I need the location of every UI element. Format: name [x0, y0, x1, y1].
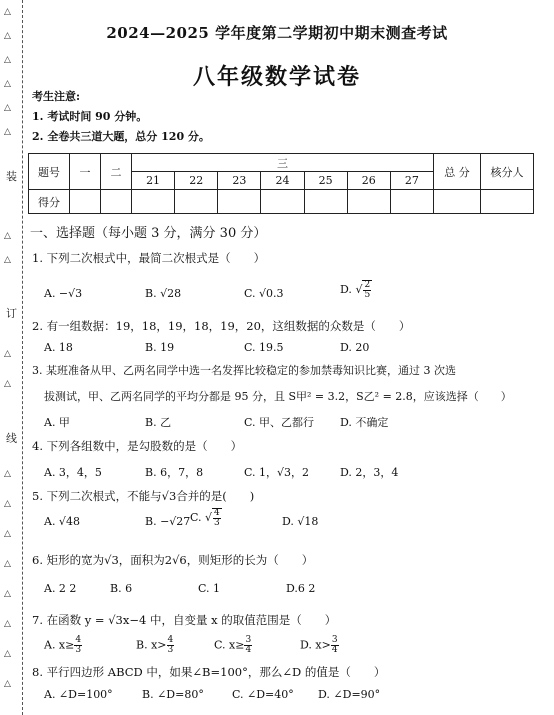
option-c: C. 19.5 [244, 341, 284, 354]
fraction [244, 636, 252, 655]
question-stem: 8. 平行四边形 ABCD 中，如果∠B=100°，那么∠D 的值是（ ） [32, 665, 386, 679]
binding-label-xian: 线 [6, 432, 17, 445]
question-stem: 2. 有一组数据：19，18，19，18，19，20，这组数据的众数是（ ） [32, 319, 411, 333]
triangle-mark: △ [4, 31, 11, 41]
exam-title: 2024—2025 学年度第二学期初中期末测查考试 [106, 24, 448, 42]
option-d: D.6 2 [286, 582, 316, 595]
option-c: C. 1，√3，2 [244, 466, 310, 479]
score-cell[interactable] [101, 190, 132, 214]
sqrt-sign: √ [355, 283, 363, 296]
fraction-denominator: 4 [331, 645, 338, 655]
header-checker: 核分人 [481, 154, 534, 190]
fraction [167, 636, 175, 655]
triangle-mark: △ [4, 499, 11, 509]
option-b: B. 乙 [145, 416, 172, 429]
triangle-mark: △ [4, 589, 11, 599]
option-d [340, 280, 372, 300]
option-b [136, 636, 174, 655]
fraction [362, 280, 372, 300]
note-item: 2. 全卷共三道大题，总分 120 分。 [32, 130, 210, 143]
option-d: D. 2，3，4 [340, 466, 399, 479]
triangle-mark: △ [4, 649, 11, 659]
question-number: 21 [132, 172, 175, 190]
triangle-mark: △ [4, 55, 11, 65]
triangle-mark: △ [4, 103, 11, 113]
binding-label-zhuang: 装 [6, 170, 17, 183]
option-a: A. 2 2 [44, 582, 77, 595]
triangle-mark: △ [4, 379, 11, 389]
score-cell[interactable] [218, 190, 261, 214]
score-cell[interactable] [347, 190, 390, 214]
option-b: B. 6，7，8 [145, 466, 204, 479]
score-cell[interactable] [434, 190, 481, 214]
fraction [212, 508, 222, 528]
option-b: B. 19 [145, 341, 175, 354]
header-tihao: 题号 [29, 154, 70, 190]
triangle-mark: △ [4, 231, 11, 241]
triangle-mark: △ [4, 79, 11, 89]
option-c: C. 1 [198, 582, 221, 595]
option-a: A. 3，4，5 [44, 466, 102, 479]
fraction-numerator: 3 [331, 635, 338, 645]
option-d-label: D. x> [300, 638, 331, 652]
score-cell[interactable] [481, 190, 534, 214]
fraction-denominator: 4 [245, 645, 252, 655]
fraction-numerator: 4 [167, 635, 174, 645]
fraction-numerator: 3 [245, 635, 252, 645]
option-a: A. −√3 [44, 287, 83, 300]
option-d: D. 20 [340, 341, 370, 354]
option-b: B. 6 [110, 582, 133, 595]
option-b: B. −√27 [145, 515, 191, 528]
triangle-mark: △ [4, 349, 11, 359]
option-a: A. 18 [44, 341, 73, 354]
fraction [331, 636, 339, 655]
section-heading: 一、选择题（每小题 3 分，满分 30 分） [30, 226, 267, 241]
binding-label-ding: 订 [6, 307, 17, 320]
fraction-numerator: 2 [364, 280, 371, 290]
option-a-label: A. x≥ [44, 638, 75, 652]
score-cell[interactable] [390, 190, 433, 214]
fraction-denominator: 3 [75, 645, 82, 655]
option-c [190, 508, 222, 528]
paper-title: 八年级数学试卷 [192, 64, 361, 90]
option-d [300, 636, 339, 655]
option-b: B. √28 [145, 287, 182, 300]
question-stem: 3. 某班准备从甲、乙两名同学中选一名发挥比较稳定的参加禁毒知识比赛，通过 3 次选 [32, 364, 456, 377]
triangle-mark: △ [4, 529, 11, 539]
triangle-mark: △ [4, 469, 11, 479]
question-number: 25 [304, 172, 347, 190]
option-b-label: B. x> [136, 638, 167, 652]
score-cell[interactable] [261, 190, 304, 214]
fraction [74, 636, 82, 655]
option-a [44, 636, 82, 655]
sqrt-sign: √ [205, 511, 213, 524]
question-number: 23 [218, 172, 261, 190]
row-label-defen: 得分 [29, 190, 70, 214]
question-number: 22 [175, 172, 218, 190]
option-b: B. ∠D=80° [142, 688, 204, 701]
question-stem: 1. 下列二次根式中，最简二次根式是（ ） [32, 251, 266, 265]
option-a: A. ∠D=100° [44, 688, 113, 701]
notes-heading: 考生注意: [32, 90, 81, 103]
triangle-mark: △ [4, 679, 11, 689]
option-a: A. √48 [44, 515, 80, 528]
option-d: D. √18 [282, 515, 319, 528]
fraction-denominator: 3 [214, 518, 220, 528]
option-d-label: D. [340, 283, 352, 296]
fraction-denominator: 3 [167, 645, 174, 655]
triangle-mark: △ [4, 559, 11, 569]
header-three: 三 [132, 154, 434, 172]
fraction-denominator: 5 [364, 290, 371, 300]
header-total: 总 分 [434, 154, 481, 190]
triangle-mark: △ [4, 127, 11, 137]
option-d: D. ∠D=90° [318, 688, 381, 701]
question-stem: 6. 矩形的宽为√3，面积为2√6，则矩形的长为（ ） [32, 553, 314, 567]
score-cell[interactable] [70, 190, 101, 214]
header-one: 一 [70, 154, 101, 190]
score-cell[interactable] [132, 190, 175, 214]
note-item: 1. 考试时间 90 分钟。 [32, 110, 148, 123]
fraction-numerator: 4 [75, 635, 82, 645]
question-stem: 7. 在函数 y = √3x−4 中，自变量 x 的取值范围是（ ） [32, 613, 337, 627]
score-cell[interactable] [304, 190, 347, 214]
question-number: 27 [390, 172, 433, 190]
fraction-numerator: 4 [214, 508, 220, 518]
option-c [214, 636, 252, 655]
question-stem-cont: 拔测试，甲、乙两名同学的平均分都是 95 分，且 S甲² = 3.2，S乙² = 2.8，应该选择（ ） [44, 390, 512, 403]
option-c-label: C. [190, 511, 202, 524]
option-c: C. √0.3 [244, 287, 284, 300]
triangle-mark: △ [4, 7, 11, 17]
question-number: 24 [261, 172, 304, 190]
option-c: C. 甲、乙都行 [244, 416, 315, 429]
option-c: C. ∠D=40° [232, 688, 294, 701]
binding-margin [0, 0, 23, 715]
score-cell[interactable] [175, 190, 218, 214]
question-stem: 5. 下列二次根式，不能与√3合并的是( ) [32, 489, 255, 503]
question-stem: 4. 下列各组数中，是勾股数的是（ ） [32, 439, 243, 453]
score-table [28, 153, 534, 214]
header-two: 二 [101, 154, 132, 190]
triangle-mark: △ [4, 255, 11, 265]
question-number: 26 [347, 172, 390, 190]
option-a: A. 甲 [44, 416, 70, 429]
option-c-label: C. x≥ [214, 638, 245, 652]
triangle-mark: △ [4, 619, 11, 629]
option-d: D. 不确定 [340, 416, 389, 429]
